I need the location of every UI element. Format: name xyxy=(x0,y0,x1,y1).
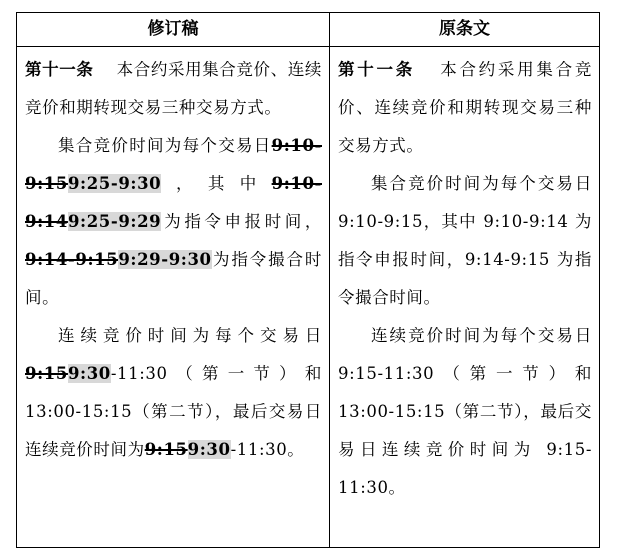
original-cell xyxy=(330,47,600,548)
revised-paragraph-3 xyxy=(25,317,322,469)
text-run: 集合竞价时间为每个交易日 xyxy=(58,136,272,155)
header-row xyxy=(17,13,600,47)
revised-paragraph-2 xyxy=(25,127,322,317)
inserted-text: 9:30 xyxy=(187,440,231,459)
inserted-text: 9:29-9:30 xyxy=(118,250,212,269)
deleted-text: 9:15 xyxy=(25,364,68,383)
revised-column xyxy=(17,47,329,469)
original-paragraph-2: 集合竞价时间为每个交易日 9:10-9:15，其中 9:10-9:14 为指令申报时间，9:14-9:15 为指令撮合时间。 xyxy=(338,174,592,307)
deleted-text: 9:10-9:14 xyxy=(25,174,322,231)
revised-cell xyxy=(17,47,330,548)
text-run: 连续竞价时间为每个交易日 xyxy=(58,326,322,345)
text-run: 为指令申报时间， xyxy=(161,212,322,231)
text-run: -11:30。 xyxy=(230,440,305,459)
text-run: 为指令撮合时间。 xyxy=(25,250,322,307)
original-article-number: 第十一条 xyxy=(338,60,415,79)
original-paragraph-1 xyxy=(338,51,592,165)
text-run: -11:30（第一节）和13:00-15:15（第二节），最后交易日连续竞价时间为 xyxy=(25,364,322,459)
deleted-text: 9:15 xyxy=(144,440,188,459)
inserted-text: 9:25-9:29 xyxy=(67,212,162,231)
text-run: ，其中 xyxy=(161,174,272,193)
original-paragraph-1-text: 本合约采用集合竞价、连续竞价和期转现交易三种交易方式。 xyxy=(338,60,592,155)
revised-article-number: 第十一条 xyxy=(25,60,94,79)
revised-header: 修订稿 xyxy=(17,13,330,47)
deleted-text: 9:10-9:15 xyxy=(25,136,322,193)
comparison-table xyxy=(16,12,600,548)
revised-paragraph-1-text: 本合约采用集合竞价、连续竞价和期转现交易三种交易方式。 xyxy=(25,60,323,117)
original-paragraph-3: 连续竞价时间为每个交易日 9:15-11:30（第一节）和13:00-15:15（第二节），最后交易日连续竞价时间为 9:15-11:30。 xyxy=(338,326,592,497)
original-column xyxy=(330,47,599,507)
inserted-text: 9:30 xyxy=(67,364,111,383)
original-header: 原条文 xyxy=(330,13,600,47)
content-row xyxy=(17,47,600,548)
deleted-text: 9:14-9:15 xyxy=(25,250,119,269)
revised-paragraph-1 xyxy=(25,51,322,127)
inserted-text: 9:25-9:30 xyxy=(67,174,162,193)
